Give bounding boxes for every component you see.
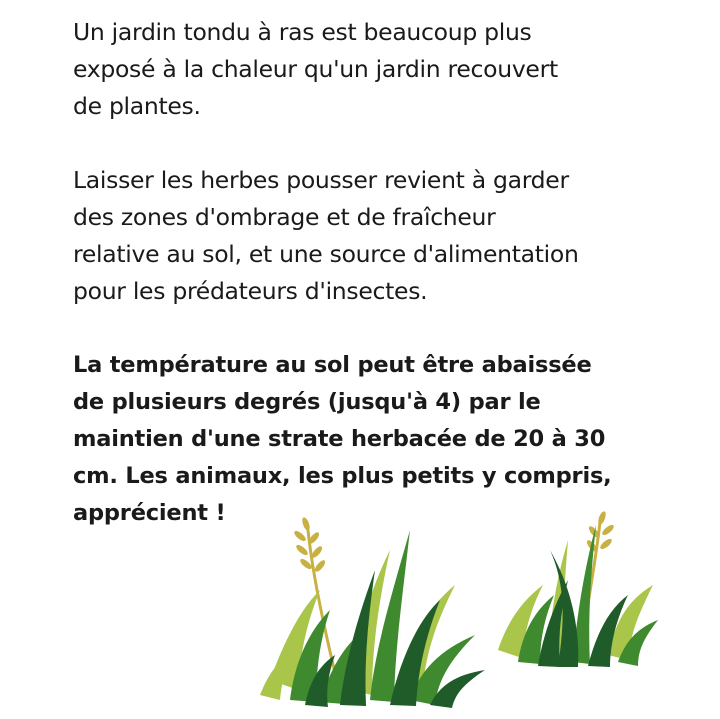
text-line: de plantes. [73, 92, 201, 120]
text-line: des zones d'ombrage et de fraîcheur [73, 203, 496, 231]
text-line: maintien d'une strate herbacée de 20 à 30 [73, 426, 606, 452]
paragraph-temperature [73, 347, 673, 532]
text-line: pour les prédateurs d'insectes. [73, 277, 428, 305]
text-block [73, 14, 673, 569]
text-line: La température au sol peut être abaissée [73, 352, 592, 378]
text-line: apprécient ! [73, 500, 226, 526]
text-line: relative au sol, et une source d'alimentation [73, 240, 579, 268]
text-line: de plusieurs degrés (jusqu'à 4) par le [73, 389, 541, 415]
text-line: exposé à la chaleur qu'un jardin recouvert [73, 55, 558, 83]
text-line: Laisser les herbes pousser revient à garder [73, 166, 569, 194]
grass-tuft-illustration [488, 510, 660, 670]
grass-tuft-illustration [250, 510, 490, 710]
paragraph-let-grass-grow [73, 162, 673, 310]
paragraph-mowed-garden [73, 14, 673, 125]
text-line: Un jardin tondu à ras est beaucoup plus [73, 18, 532, 46]
text-line: cm. Les animaux, les plus petits y compris, [73, 463, 612, 489]
